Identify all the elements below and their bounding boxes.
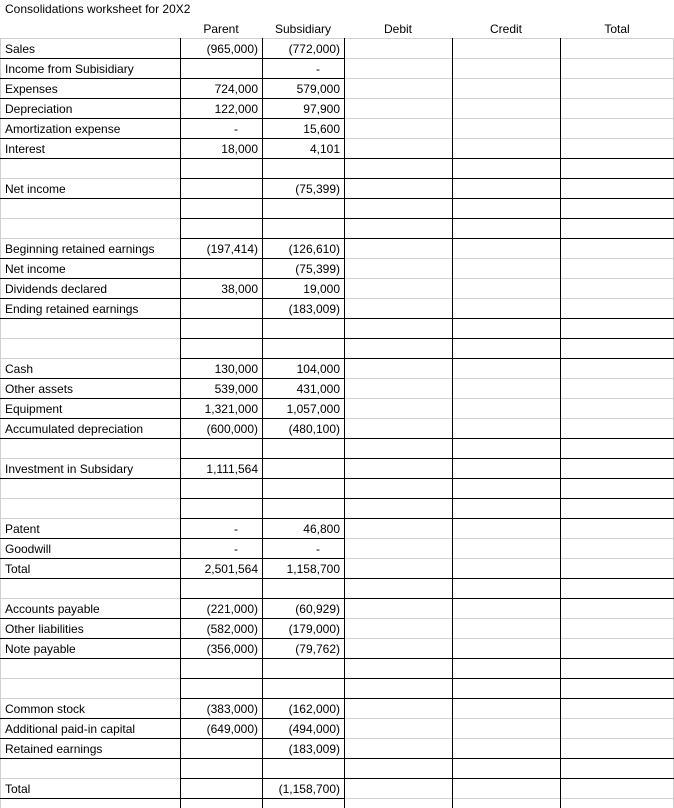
parent-value[interactable]: - [234, 542, 238, 556]
grid-line [262, 38, 263, 808]
row-label[interactable] [0, 319, 180, 339]
subsidiary-value[interactable]: 1,158,700 [286, 562, 340, 576]
credit-cell[interactable] [452, 259, 560, 279]
debit-cell[interactable] [344, 239, 452, 259]
credit-cell[interactable] [452, 379, 560, 399]
grid-line [180, 158, 674, 159]
total-cell[interactable] [560, 419, 674, 439]
row-label[interactable]: Income from Subisidiary [5, 62, 134, 76]
total-cell[interactable] [560, 559, 674, 579]
total-cell[interactable] [560, 379, 674, 399]
row-label[interactable]: Beginning retained earnings [5, 242, 155, 256]
total-cell[interactable] [560, 59, 674, 79]
total-cell[interactable] [560, 119, 674, 139]
credit-cell[interactable] [452, 179, 560, 199]
row-label[interactable]: Net income [5, 182, 66, 196]
debit-cell[interactable] [344, 259, 452, 279]
grid-line [0, 398, 344, 399]
subsidiary-value[interactable]: 46,800 [303, 522, 340, 536]
row-label[interactable] [0, 159, 180, 179]
grid-line [180, 438, 674, 439]
credit-cell[interactable] [452, 59, 560, 79]
grid-line [180, 38, 181, 808]
parent-value[interactable] [180, 499, 262, 519]
subsidiary-value[interactable]: (480,100) [288, 422, 340, 436]
debit-cell[interactable] [344, 399, 452, 419]
row-label[interactable]: Total [5, 562, 31, 576]
total-cell[interactable] [560, 659, 674, 679]
grid-line [0, 278, 344, 279]
debit-cell[interactable] [344, 359, 452, 379]
parent-value[interactable]: (649,000) [206, 722, 258, 736]
total-cell[interactable] [560, 339, 674, 359]
grid-line [0, 718, 344, 719]
parent-value[interactable] [180, 659, 262, 679]
parent-value[interactable]: - [234, 522, 238, 536]
subsidiary-value[interactable]: (79,762) [295, 642, 340, 656]
subsidiary-value[interactable]: 1,057,000 [286, 402, 340, 416]
total-cell[interactable] [560, 319, 674, 339]
row-label[interactable]: Interest [5, 142, 46, 156]
total-cell[interactable] [560, 139, 674, 159]
debit-cell[interactable] [344, 159, 452, 179]
grid-line [180, 498, 674, 499]
debit-cell[interactable] [344, 759, 452, 779]
row-label[interactable] [0, 679, 180, 699]
grid-line [180, 658, 674, 659]
credit-cell[interactable] [452, 519, 560, 539]
worksheet-title: Consolidations worksheet for 20X2 [5, 2, 191, 16]
parent-value[interactable] [180, 319, 262, 339]
parent-value[interactable] [180, 439, 262, 459]
debit-cell[interactable] [344, 559, 452, 579]
subsidiary-value[interactable] [262, 439, 344, 459]
debit-cell[interactable] [344, 659, 452, 679]
subsidiary-value[interactable]: 19,000 [303, 282, 340, 296]
credit-cell[interactable] [452, 739, 560, 759]
debit-cell[interactable] [344, 499, 452, 519]
row-label[interactable] [0, 219, 180, 239]
credit-cell[interactable] [452, 199, 560, 219]
row-label[interactable]: Amortization expense [5, 122, 121, 136]
total-cell[interactable] [560, 599, 674, 619]
row-label[interactable]: Accumulated depreciation [5, 422, 144, 436]
parent-value[interactable] [180, 479, 262, 499]
parent-value[interactable]: 122,000 [214, 102, 258, 116]
debit-cell[interactable] [344, 139, 452, 159]
grid-line [180, 578, 674, 579]
grid-line [0, 98, 344, 99]
total-cell[interactable] [560, 619, 674, 639]
parent-value[interactable] [180, 59, 262, 79]
parent-value[interactable]: 1,321,000 [204, 402, 258, 416]
row-label[interactable]: Ending retained earnings [5, 302, 139, 316]
subsidiary-value[interactable] [262, 159, 344, 179]
credit-cell[interactable] [452, 339, 560, 359]
header-parent: Parent [203, 22, 239, 36]
total-cell[interactable] [560, 499, 674, 519]
credit-cell[interactable] [452, 99, 560, 119]
parent-value[interactable] [180, 199, 262, 219]
total-cell[interactable] [560, 519, 674, 539]
grid-line [180, 198, 674, 199]
parent-value[interactable] [180, 739, 262, 759]
parent-value[interactable] [180, 259, 262, 279]
grid-line [0, 38, 1, 808]
total-cell[interactable] [560, 99, 674, 119]
subsidiary-value[interactable]: 104,000 [296, 362, 340, 376]
header-subsidiary: Subsidiary [274, 22, 332, 36]
total-cell[interactable] [560, 199, 674, 219]
row-label[interactable]: Total [5, 782, 31, 796]
credit-cell[interactable] [452, 499, 560, 519]
grid-line [0, 638, 344, 639]
parent-value[interactable] [180, 339, 262, 359]
parent-value[interactable]: 18,000 [221, 142, 258, 156]
grid-line [0, 558, 344, 559]
credit-cell[interactable] [452, 419, 560, 439]
row-label[interactable]: Other liabilities [5, 622, 84, 636]
parent-value[interactable] [180, 579, 262, 599]
parent-value[interactable] [180, 759, 262, 779]
total-cell[interactable] [560, 639, 674, 659]
row-label[interactable]: Common stock [5, 702, 86, 716]
debit-cell[interactable] [344, 639, 452, 659]
grid-line [0, 138, 344, 139]
row-label[interactable] [0, 339, 180, 359]
debit-cell[interactable] [344, 219, 452, 239]
debit-cell[interactable] [344, 79, 452, 99]
debit-cell[interactable] [344, 539, 452, 559]
row-label[interactable] [0, 659, 180, 679]
subsidiary-value[interactable]: 579,000 [296, 82, 340, 96]
total-cell[interactable] [560, 399, 674, 419]
subsidiary-value[interactable] [262, 579, 344, 599]
row-label[interactable]: Other assets [5, 382, 74, 396]
parent-value[interactable] [180, 779, 262, 799]
subsidiary-value[interactable]: 431,000 [296, 382, 340, 396]
subsidiary-value[interactable] [262, 339, 344, 359]
total-cell[interactable] [560, 719, 674, 739]
subsidiary-value[interactable]: (494,000) [288, 722, 340, 736]
grid-line [180, 358, 674, 359]
row-label[interactable]: Investment in Subsidary [5, 462, 134, 476]
total-cell[interactable] [560, 239, 674, 259]
parent-value[interactable]: 539,000 [214, 382, 258, 396]
debit-cell[interactable] [344, 579, 452, 599]
total-cell[interactable] [560, 539, 674, 559]
debit-cell[interactable] [344, 119, 452, 139]
grid-line [0, 798, 344, 799]
credit-cell[interactable] [452, 719, 560, 739]
parent-value[interactable]: (356,000) [206, 642, 258, 656]
subsidiary-value[interactable]: (75,399) [295, 262, 340, 276]
subsidiary-value[interactable] [262, 659, 344, 679]
grid-line [560, 38, 561, 808]
debit-cell[interactable] [344, 599, 452, 619]
grid-line [0, 418, 344, 419]
parent-value[interactable]: (197,414) [206, 242, 258, 256]
row-label[interactable]: Additional paid-in capital [5, 722, 136, 736]
subsidiary-value[interactable]: (60,929) [295, 602, 340, 616]
row-label[interactable]: Equipment [5, 402, 63, 416]
debit-cell[interactable] [344, 719, 452, 739]
grid-line [0, 38, 674, 39]
parent-value[interactable]: (221,000) [206, 602, 258, 616]
parent-value[interactable] [180, 219, 262, 239]
total-cell[interactable] [560, 479, 674, 499]
credit-cell[interactable] [452, 659, 560, 679]
debit-cell[interactable] [344, 459, 452, 479]
credit-cell[interactable] [452, 399, 560, 419]
credit-cell[interactable] [452, 279, 560, 299]
total-cell[interactable] [560, 279, 674, 299]
parent-value[interactable]: 38,000 [221, 282, 258, 296]
total-cell[interactable] [560, 579, 674, 599]
row-label[interactable] [0, 759, 180, 779]
parent-value[interactable]: (383,000) [206, 702, 258, 716]
parent-value[interactable]: (965,000) [206, 42, 258, 56]
total-cell[interactable] [560, 299, 674, 319]
credit-cell[interactable] [452, 539, 560, 559]
debit-cell[interactable] [344, 199, 452, 219]
credit-cell[interactable] [452, 159, 560, 179]
grid-line [180, 238, 674, 239]
grid-line [180, 478, 674, 479]
header-credit: Credit [489, 22, 522, 36]
credit-cell[interactable] [452, 39, 560, 59]
subsidiary-value[interactable]: (126,610) [288, 242, 340, 256]
parent-value[interactable] [180, 159, 262, 179]
total-cell[interactable] [560, 679, 674, 699]
total-cell[interactable] [560, 179, 674, 199]
credit-cell[interactable] [452, 619, 560, 639]
credit-cell[interactable] [452, 119, 560, 139]
debit-cell[interactable] [344, 619, 452, 639]
grid-line [0, 378, 344, 379]
debit-cell[interactable] [344, 59, 452, 79]
subsidiary-value[interactable] [262, 679, 344, 699]
credit-cell[interactable] [452, 579, 560, 599]
row-label[interactable] [0, 199, 180, 219]
credit-cell[interactable] [452, 319, 560, 339]
grid-line [180, 598, 674, 599]
subsidiary-value[interactable] [262, 199, 344, 219]
credit-cell[interactable] [452, 299, 560, 319]
credit-cell[interactable] [452, 459, 560, 479]
grid-line [180, 778, 674, 779]
grid-line [0, 538, 344, 539]
debit-cell[interactable] [344, 779, 452, 799]
subsidiary-value[interactable]: (183,009) [288, 742, 340, 756]
debit-cell[interactable] [344, 699, 452, 719]
total-cell[interactable] [560, 219, 674, 239]
parent-value[interactable]: - [234, 122, 238, 136]
total-cell[interactable] [560, 359, 674, 379]
row-label[interactable]: Net income [5, 262, 66, 276]
subsidiary-value[interactable] [262, 479, 344, 499]
header-total: Total [604, 22, 630, 36]
credit-cell[interactable] [452, 239, 560, 259]
debit-cell[interactable] [344, 319, 452, 339]
credit-cell[interactable] [452, 359, 560, 379]
row-label[interactable]: Note payable [5, 642, 76, 656]
debit-cell[interactable] [344, 299, 452, 319]
grid-line [0, 618, 344, 619]
debit-cell[interactable] [344, 99, 452, 119]
parent-value[interactable]: (600,000) [206, 422, 258, 436]
subsidiary-value[interactable]: (162,000) [288, 702, 340, 716]
parent-value[interactable]: 130,000 [214, 362, 258, 376]
parent-value[interactable]: 2,501,564 [204, 562, 258, 576]
total-cell[interactable] [560, 39, 674, 59]
parent-value[interactable]: 1,111,564 [206, 462, 258, 476]
total-cell[interactable] [560, 79, 674, 99]
parent-value[interactable] [180, 179, 262, 199]
grid-line [0, 738, 344, 739]
total-cell[interactable] [560, 759, 674, 779]
grid-line [180, 518, 674, 519]
credit-cell[interactable] [452, 759, 560, 779]
grid-line [0, 118, 344, 119]
credit-cell[interactable] [452, 779, 560, 799]
debit-cell[interactable] [344, 339, 452, 359]
debit-cell[interactable] [344, 179, 452, 199]
row-label[interactable]: Dividends declared [5, 282, 108, 296]
subsidiary-value[interactable]: 15,600 [303, 122, 340, 136]
grid-line [180, 758, 674, 759]
debit-cell[interactable] [344, 39, 452, 59]
credit-cell[interactable] [452, 559, 560, 579]
parent-value[interactable] [180, 679, 262, 699]
debit-cell[interactable] [344, 439, 452, 459]
row-label[interactable] [0, 579, 180, 599]
header-debit: Debit [383, 22, 412, 36]
grid-line [180, 178, 674, 179]
subsidiary-value[interactable] [262, 759, 344, 779]
subsidiary-value[interactable]: - [316, 542, 320, 556]
subsidiary-value[interactable]: (179,000) [288, 622, 340, 636]
credit-cell[interactable] [452, 139, 560, 159]
debit-cell[interactable] [344, 479, 452, 499]
subsidiary-value[interactable]: (183,009) [288, 302, 340, 316]
row-label[interactable]: Expenses [5, 82, 58, 96]
subsidiary-value[interactable]: (1,158,700) [278, 782, 340, 796]
credit-cell[interactable] [452, 639, 560, 659]
debit-cell[interactable] [344, 679, 452, 699]
subsidiary-value[interactable]: (772,000) [288, 42, 340, 56]
row-label[interactable]: Patent [5, 522, 40, 536]
subsidiary-value[interactable] [262, 499, 344, 519]
debit-cell[interactable] [344, 739, 452, 759]
debit-cell[interactable] [344, 379, 452, 399]
grid-line [0, 258, 344, 259]
grid-line [180, 218, 674, 219]
grid-line [452, 38, 453, 808]
grid-line [180, 338, 674, 339]
grid-line [0, 78, 344, 79]
debit-cell[interactable] [344, 279, 452, 299]
subsidiary-value[interactable]: 97,900 [303, 102, 340, 116]
total-cell[interactable] [560, 739, 674, 759]
credit-cell[interactable] [452, 599, 560, 619]
grid-line [0, 58, 344, 59]
subsidiary-value[interactable]: - [316, 62, 320, 76]
total-cell[interactable] [560, 699, 674, 719]
total-cell[interactable] [560, 459, 674, 479]
grid-line [0, 298, 344, 299]
subsidiary-value[interactable] [262, 319, 344, 339]
credit-cell[interactable] [452, 679, 560, 699]
credit-cell[interactable] [452, 699, 560, 719]
parent-value[interactable] [180, 299, 262, 319]
subsidiary-value[interactable] [262, 459, 344, 479]
credit-cell[interactable] [452, 439, 560, 459]
debit-cell[interactable] [344, 419, 452, 439]
debit-cell[interactable] [344, 519, 452, 539]
total-cell[interactable] [560, 779, 674, 799]
grid-line [180, 678, 674, 679]
credit-cell[interactable] [452, 79, 560, 99]
grid-line [180, 458, 674, 459]
subsidiary-value[interactable]: 4,101 [309, 142, 340, 156]
row-label[interactable] [0, 499, 180, 519]
row-label[interactable]: Accounts payable [5, 602, 100, 616]
grid-line [180, 698, 674, 699]
row-label[interactable] [0, 479, 180, 499]
subsidiary-value[interactable]: (75,399) [295, 182, 340, 196]
subsidiary-value[interactable] [262, 219, 344, 239]
row-label[interactable] [0, 439, 180, 459]
total-cell[interactable] [560, 439, 674, 459]
grid-line [344, 38, 345, 808]
credit-cell[interactable] [452, 219, 560, 239]
row-label[interactable]: Retained earnings [5, 742, 103, 756]
total-cell[interactable] [560, 259, 674, 279]
grid-line [180, 318, 674, 319]
parent-value[interactable]: (582,000) [206, 622, 258, 636]
credit-cell[interactable] [452, 479, 560, 499]
row-label[interactable]: Goodwill [5, 542, 52, 556]
row-label[interactable]: Depreciation [5, 102, 73, 116]
total-cell[interactable] [560, 159, 674, 179]
row-label[interactable]: Cash [5, 362, 34, 376]
row-label[interactable]: Sales [5, 42, 36, 56]
parent-value[interactable]: 724,000 [214, 82, 258, 96]
